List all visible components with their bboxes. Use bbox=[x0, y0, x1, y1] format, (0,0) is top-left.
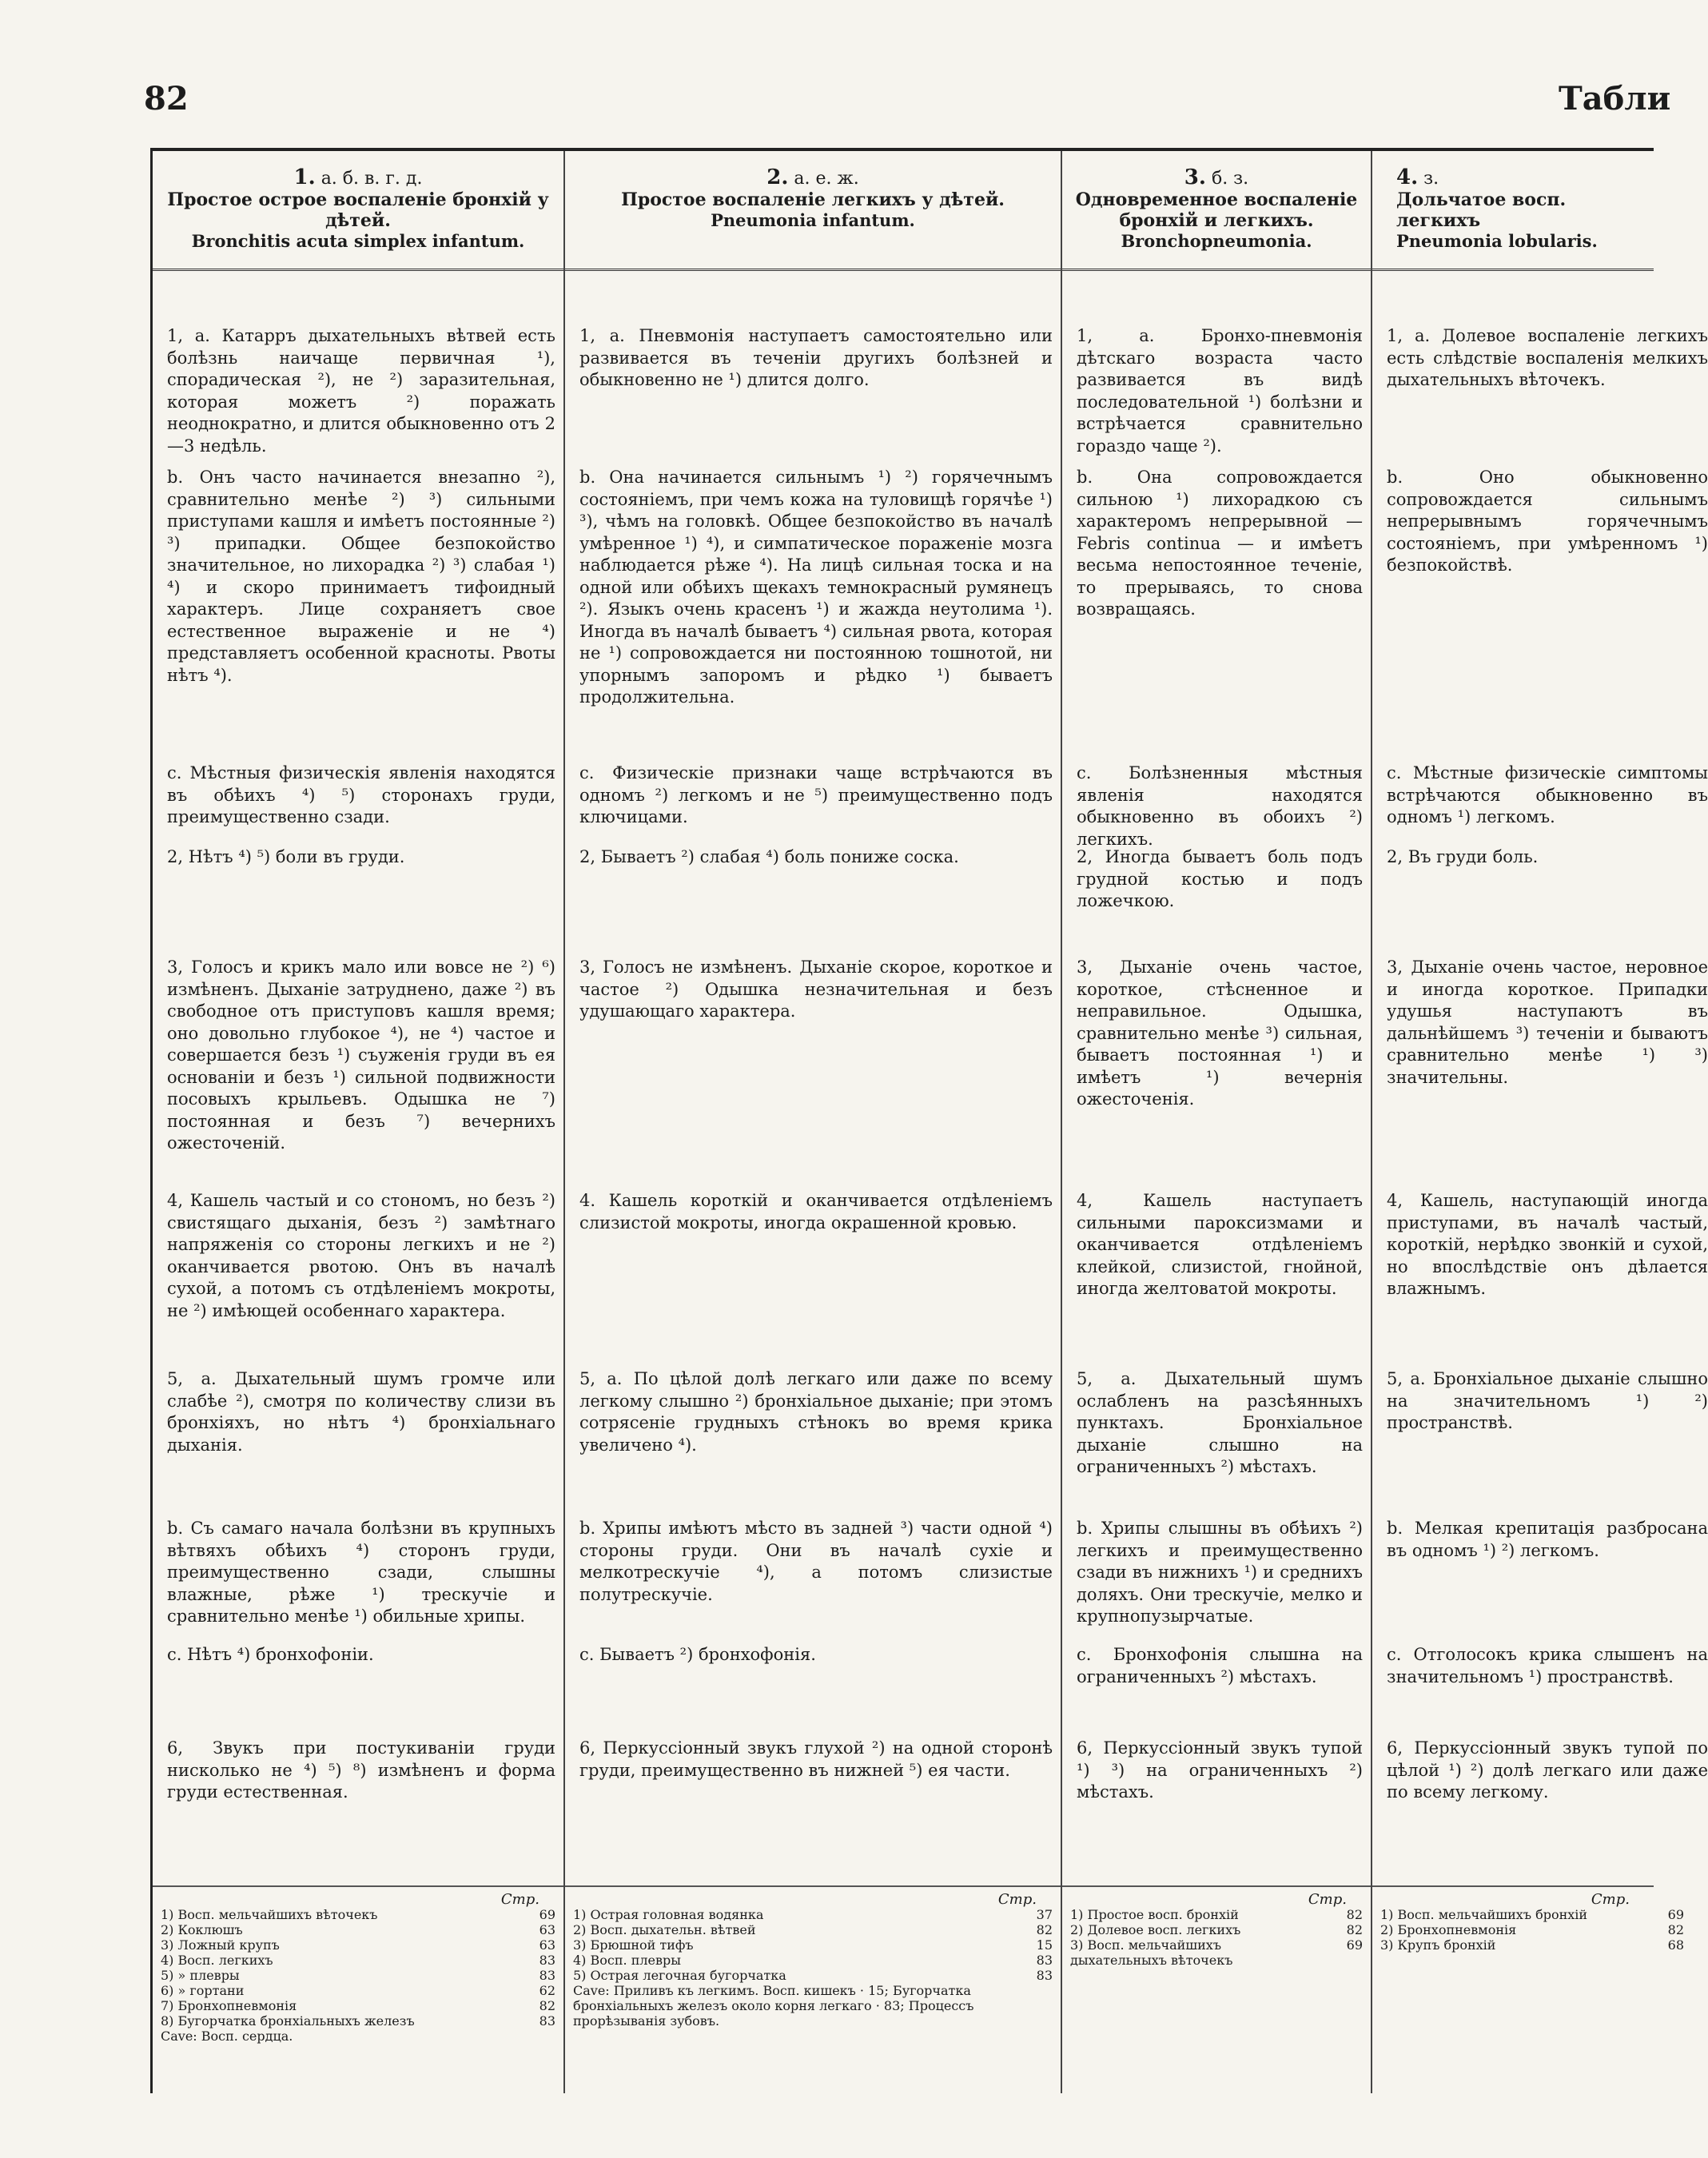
reference-page: 82 bbox=[1036, 1922, 1053, 1937]
reference-page: 83 bbox=[539, 1968, 555, 1983]
column-title-ru: Простое воспаленіе легкихъ у дѣтей. bbox=[621, 189, 1005, 210]
cross-reference-row bbox=[153, 1968, 563, 1983]
symptom-entry: b. Мелкая крепитація разбросана въ одномъ ¹) ²) легкомъ. bbox=[1387, 1519, 1708, 1560]
symptom-entry: 3, Дыханіе очень частое, неровное и иногда короткое. Припадки удушья наступаютъ въ дальнѣйшемъ ³) теченіи и бываютъ сравнительно менѣе ¹) ³) значительны. bbox=[1387, 958, 1708, 1087]
column-lobular-pneumonia bbox=[1371, 151, 1708, 2093]
column-title-ru: Дольчатое восп. легкихъ bbox=[1396, 189, 1567, 231]
page-number: 82 bbox=[144, 80, 189, 117]
reference-page bbox=[508, 2029, 555, 2044]
reference-title: 1) Восп. мельчайшихъ вѣточекъ bbox=[161, 1907, 378, 1922]
reference-title: 5) Острая легочная бугорчатка bbox=[573, 1968, 786, 1983]
reference-title: 3) Крупъ бронхій bbox=[1380, 1937, 1496, 1953]
symptom-entry: 4, Кашель, наступающій иногда приступами, въ началѣ частый, короткій, нерѣдко звонкій и сухой, но впослѣдствіе онъ дѣлается влажнымъ. bbox=[1387, 1191, 1708, 1298]
cross-reference-row bbox=[153, 1953, 563, 1968]
column-letters: з. bbox=[1423, 169, 1439, 189]
symptom-entry: b. Она начинается сильнымъ ¹) ²) горячечнымъ состояніемъ, при чемъ кожа на туловищѣ горячѣе ¹) ³), чѣмъ на головкѣ. Общее безпокойство въ началѣ умѣренное ¹) ⁴), и симпатическое пораженіе мозга наблюдается рѣже ⁴). На лицѣ сильная тоска и на одной или обѣихъ щекахъ темнокрасный румянецъ ²). Языкъ очень красенъ ¹) и жажда неутолима ¹). Иногда въ началѣ бываетъ ⁴) сильная рвота, которая не ¹) сопровождается ни постоянною тошнотой, ни упорнымъ запоромъ и рѣдко ¹) бываетъ продолжительна. bbox=[579, 468, 1053, 707]
reference-page: 82 bbox=[1667, 1922, 1684, 1937]
column-title-latin: Bronchitis acuta simplex infantum. bbox=[191, 231, 525, 251]
symptom-entry: 3, Голосъ не измѣненъ. Дыханіе скорое, короткое и частое ²) Одышка незначительная и безъ удушающаго характера. bbox=[579, 958, 1053, 1021]
column-header bbox=[565, 151, 1061, 271]
cross-reference-row bbox=[153, 1907, 563, 1922]
symptom-entry: 4. Кашель короткій и оканчивается отдѣленіемъ слизистой мокроты, иногда окрашенной кровью. bbox=[579, 1191, 1053, 1232]
column-header bbox=[1372, 151, 1654, 271]
symptom-entry: 5, а. Дыхательный шумъ громче или слабѣе ²), смотря по количеству слизи въ бронхіяхъ, но нѣтъ ⁴) бронхіальнаго дыханія. bbox=[167, 1369, 555, 1455]
cross-reference-list bbox=[1062, 1885, 1371, 1968]
column-number bbox=[1396, 165, 1654, 189]
cross-reference-row bbox=[565, 1983, 1061, 2029]
symptom-entry: b. Съ самаго начала болѣзни въ крупныхъ вѣтвяхъ обѣихъ ⁴) сторонъ груди, преимущественно сзади, слышны влажные, рѣже ¹) трескучіе и сравнительно менѣе ¹) обильные хрипы. bbox=[167, 1519, 555, 1626]
symptom-entry: c. Мѣстные физическіе симптомы встрѣчаются обыкновенно въ одномъ ¹) легкомъ. bbox=[1387, 763, 1708, 826]
reference-page: 83 bbox=[539, 1953, 555, 1968]
symptom-entry: b. Онъ часто начинается внезапно ²), сравнительно менѣе ²) ³) сильными приступами кашля и имѣетъ постоянные ²) ³) припадки. Общее безпокойство значительное, но лихорадка ²) ³) слабая ¹) ⁴) и скоро принимаетъ тифоидный характеръ. Лице сохраняетъ свое естественное выраженіе и не ⁴) представляетъ особенной красноты. Рвоты нѣтъ ⁴). bbox=[167, 468, 555, 685]
symptom-entry: 6, Перкуссіонный звукъ глухой ²) на одной сторонѣ груди, преимущественно въ нижней ⁵) ея части. bbox=[579, 1738, 1053, 1780]
cross-reference-row bbox=[1062, 1907, 1371, 1922]
symptom-entry: 2, Въ груди боль. bbox=[1387, 847, 1539, 866]
column-letters: а. б. в. г. д. bbox=[320, 169, 423, 189]
symptom-entry: b. Хрипы имѣютъ мѣсто въ задней ³) части одной ⁴) стороны груди. Они въ началѣ сухіе и мелкотрескучіе ⁴), а потомъ слизистые полутрескучіе. bbox=[579, 1519, 1053, 1604]
symptom-entry: 3, Дыханіе очень частое, короткое, стѣсненное и неправильное. Одышка, сравнительно менѣе ³) сильная, бываетъ постоянная ¹) и имѣетъ ¹) вечернія ожесточенія. bbox=[1077, 958, 1363, 1109]
column-title-latin: Bronchopneumonia. bbox=[1121, 231, 1312, 251]
cross-reference-list bbox=[1372, 1885, 1684, 1953]
symptom-entry: 5, а. Бронхіальное дыханіе слышно на значительномъ ¹) ²) пространствѣ. bbox=[1387, 1369, 1708, 1432]
cross-reference-row bbox=[1062, 1937, 1371, 1968]
reference-title: 2) Долевое восп. легкихъ bbox=[1070, 1922, 1241, 1937]
symptom-entry: 6, Перкуссіонный звукъ тупой по цѣлой ¹) ²) долѣ легкаго или даже по всему легкому. bbox=[1387, 1738, 1708, 1802]
column-index: 2. bbox=[766, 165, 789, 189]
reference-title: Cave: Восп. сердца. bbox=[161, 2029, 293, 2044]
symptom-entry: 5, а. Дыхательный шумъ ослабленъ на разсѣянныхъ пунктахъ. Бронхіальное дыханіе слышно на ограниченныхъ ²) мѣстахъ. bbox=[1077, 1369, 1363, 1476]
cross-reference-row bbox=[565, 1953, 1061, 1968]
reference-page: 82 bbox=[539, 1998, 555, 2013]
cross-reference-row bbox=[565, 1922, 1061, 1937]
symptom-entry: 1, а. Катарръ дыхательныхъ вѣтвей есть болѣзнь наичаще первичная ¹), спорадическая ²), не ²) заразительная, которая можетъ ²) поражать неоднократно, и длится обыкновенно отъ 2—3 недѣль. bbox=[167, 326, 555, 456]
symptom-entry: 2, Иногда бываетъ боль подъ грудной костью и подъ ложечкою. bbox=[1077, 847, 1363, 910]
reference-title: 1) Острая головная водянка bbox=[573, 1907, 764, 1922]
symptom-entry: 4, Кашель частый и со стономъ, но безъ ²) свистящаго дыханія, безъ ²) замѣтнаго напряженія со стороны легкихъ и не ²) оканчивается рвотою. Онъ въ началѣ сухой, а потомъ съ отдѣленіемъ мокроты, не ²) имѣющей особеннаго характера. bbox=[167, 1191, 555, 1320]
cross-reference-row bbox=[565, 1968, 1061, 1983]
column-letters: а. е. ж. bbox=[794, 169, 859, 189]
cross-reference-list bbox=[153, 1885, 563, 2044]
reference-title: 1) Простое восп. бронхій bbox=[1070, 1907, 1239, 1922]
column-index: 1. bbox=[293, 165, 316, 189]
reference-page: 69 bbox=[1346, 1937, 1363, 1953]
column-number bbox=[1062, 165, 1371, 189]
page-ref-label: Стр. bbox=[1591, 1891, 1630, 1908]
symptom-entry: c. Болѣзненныя мѣстныя явленія находятся обыкновенно въ обоихъ ²) легкихъ. bbox=[1077, 763, 1363, 849]
reference-page: 83 bbox=[539, 2013, 555, 2029]
column-index: 3. bbox=[1184, 165, 1206, 189]
symptom-entry: 5, а. По цѣлой долѣ легкаго или даже по всему легкому слышно ²) бронхіальное дыханіе; при этомъ сотрясеніе грудныхъ стѣнокъ во время крика увеличено ⁴). bbox=[579, 1369, 1053, 1455]
symptom-entry: c. Мѣстныя физическія явленія находятся въ обѣихъ ⁴) ⁵) сторонахъ груди, преимущественно сзади. bbox=[167, 763, 555, 826]
column-title-ru: Одновременное воспаленіе бронхій и легкихъ. bbox=[1075, 189, 1358, 231]
cross-reference-row bbox=[1372, 1922, 1692, 1937]
symptom-entry: 6, Перкуссіонный звукъ тупой ¹) ³) на ограниченныхъ ²) мѣстахъ. bbox=[1077, 1738, 1363, 1802]
symptom-entry: b. Хрипы слышны въ обѣихъ ²) легкихъ и преимущественно сзади въ нижнихъ ¹) и среднихъ доляхъ. Они трескучіе, мелко и крупнопузырчатые. bbox=[1077, 1519, 1363, 1626]
symptom-entry: 1, а. Пневмонія наступаетъ самостоятельно или развивается въ теченіи другихъ болѣзней и обыкновенно не ¹) длится долго. bbox=[579, 326, 1053, 389]
symptom-entry: c. Физическіе признаки чаще встрѣчаются въ одномъ ²) легкомъ и не ⁵) преимущественно подъ ключицами. bbox=[579, 763, 1053, 826]
cross-reference-row bbox=[153, 2029, 563, 2044]
reference-page: 15 bbox=[1036, 1937, 1053, 1953]
symptom-entry: 6, Звукъ при постукиваніи груди нисколько не ⁴) ⁵) ⁸) измѣненъ и форма груди естественная. bbox=[167, 1738, 555, 1802]
cross-reference-row bbox=[153, 1937, 563, 1953]
cross-reference-row bbox=[153, 1983, 563, 1998]
symptom-entry: b. Она сопровождается сильною ¹) лихорадкою съ характеромъ непрерывной — Febris continua — и имѣетъ весьма непостоянное теченіе, то прерываясь, то снова возвращаясь. bbox=[1077, 468, 1363, 619]
cross-reference-row bbox=[1372, 1937, 1692, 1953]
reference-title: 2) Коклюшъ bbox=[161, 1922, 243, 1937]
column-bronchopneumonia bbox=[1061, 151, 1371, 2093]
symptom-entry: c. Бронхофонія слышна на ограниченныхъ ²) мѣстахъ. bbox=[1077, 1645, 1363, 1686]
column-title-latin: Pneumonia lobularis. bbox=[1396, 231, 1598, 251]
symptom-entry: 2, Нѣтъ ⁴) ⁵) боли въ груди. bbox=[167, 847, 405, 866]
cross-reference-row bbox=[1062, 1922, 1371, 1937]
reference-page: 37 bbox=[1036, 1907, 1053, 1922]
reference-title: 4) Восп. легкихъ bbox=[161, 1953, 273, 1968]
reference-page: 63 bbox=[539, 1937, 555, 1953]
column-number bbox=[153, 165, 563, 189]
page-ref-label: Стр. bbox=[1308, 1891, 1347, 1908]
reference-title: 1) Восп. мельчайшихъ бронхій bbox=[1380, 1907, 1588, 1922]
reference-title: 6) » гортани bbox=[161, 1983, 245, 1998]
page-ref-label: Стр. bbox=[500, 1891, 539, 1908]
cross-reference-row bbox=[565, 1937, 1061, 1953]
symptom-entry: c. Отголосокъ крика слышенъ на значительномъ ¹) пространствѣ. bbox=[1387, 1645, 1708, 1686]
cross-reference-row bbox=[565, 1907, 1061, 1922]
column-letters: б. з. bbox=[1211, 169, 1249, 189]
reference-title: Cave: Приливъ къ легкимъ. Восп. кишекъ · 15; Бугорчатка бронхіальныхъ железъ около корня легкаго · 83; Процессъ прорѣзыванія зубовъ. bbox=[573, 1983, 974, 2029]
column-title-latin: Pneumonia infantum. bbox=[711, 210, 915, 230]
symptom-entry: 3, Голосъ и крикъ мало или вовсе не ²) ⁶) измѣненъ. Дыханіе затруднено, даже ²) въ свободное отъ приступовъ кашля время; оно довольно глубокое ⁴), не ⁴) частое и совершается безъ ¹) съуженія груди въ ея основаніи и безъ ¹) сильной подвижности посовыхъ крыльевъ. Одышка не ⁷) постоянная и безъ ⁷) вечернихъ ожесточеній. bbox=[167, 958, 555, 1153]
reference-page: 62 bbox=[539, 1983, 555, 1998]
page-ref-label: Стр. bbox=[997, 1891, 1037, 1908]
reference-page: 83 bbox=[1036, 1968, 1053, 1983]
column-bronchitis bbox=[153, 151, 563, 2093]
reference-title: 3) Ложный крупъ bbox=[161, 1937, 280, 1953]
column-number bbox=[565, 165, 1061, 189]
reference-title: 4) Восп. плевры bbox=[573, 1953, 681, 1968]
reference-page: 69 bbox=[1667, 1907, 1684, 1922]
symptom-entry: 2, Бываетъ ²) слабая ⁴) боль пониже соска. bbox=[579, 847, 959, 866]
cross-reference-list bbox=[565, 1885, 1061, 2029]
reference-page: 82 bbox=[1346, 1907, 1363, 1922]
reference-title: 3) Брюшной тифъ bbox=[573, 1937, 694, 1953]
column-header bbox=[153, 151, 563, 271]
reference-title: 5) » плевры bbox=[161, 1968, 240, 1983]
reference-page bbox=[1005, 1983, 1053, 2029]
cross-reference-row bbox=[153, 1922, 563, 1937]
symptom-entry: 1, а. Бронхо-пневмонія дѣтскаго возраста часто развивается въ видѣ последовательной ¹) болѣзни и встрѣчается сравнительно гораздо чаще ²). bbox=[1077, 326, 1363, 456]
reference-title: 3) Восп. мельчайшихъ дыхательныхъ вѣточекъ bbox=[1070, 1937, 1233, 1968]
running-head: Табли bbox=[1559, 80, 1671, 117]
cross-reference-row bbox=[1372, 1907, 1692, 1922]
reference-title: 2) Бронхопневмонія bbox=[1380, 1922, 1517, 1937]
reference-page: 69 bbox=[539, 1907, 555, 1922]
reference-page: 82 bbox=[1346, 1922, 1363, 1937]
symptom-entry: c. Бываетъ ²) бронхофонія. bbox=[579, 1645, 816, 1664]
reference-page: 63 bbox=[539, 1922, 555, 1937]
reference-page: 68 bbox=[1667, 1937, 1684, 1953]
cross-reference-row bbox=[153, 1998, 563, 2013]
column-title-ru: Простое острое воспаленіе бронхій у дѣтей. bbox=[167, 189, 549, 231]
column-pneumonia bbox=[563, 151, 1061, 2093]
reference-title: 2) Восп. дыхательн. вѣтвей bbox=[573, 1922, 756, 1937]
comparison-table bbox=[150, 148, 1708, 2093]
reference-title: 8) Бугорчатка бронхіальныхъ железъ bbox=[161, 2013, 415, 2029]
reference-title: 7) Бронхопневмонія bbox=[161, 1998, 297, 2013]
symptom-entry: 1, а. Долевое воспаленіе легкихъ есть слѣдствіе воспаленія мелкихъ дыхательныхъ вѣточекъ. bbox=[1387, 326, 1708, 389]
symptom-entry: 4, Кашель наступаетъ сильными пароксизмами и оканчивается отдѣленіемъ клейкой, слизистой, гнойной, иногда желтоватой мокроты. bbox=[1077, 1191, 1363, 1298]
cross-reference-row bbox=[153, 2013, 563, 2029]
symptom-entry: c. Нѣтъ ⁴) бронхофоніи. bbox=[167, 1645, 374, 1664]
column-header bbox=[1062, 151, 1371, 271]
column-index: 4. bbox=[1396, 165, 1419, 189]
reference-page: 83 bbox=[1036, 1953, 1053, 1968]
symptom-entry: b. Оно обыкновенно сопровождается сильнымъ непрерывнымъ горячечнымъ состояніемъ, при умѣренномъ ¹) безпокойствѣ. bbox=[1387, 468, 1708, 575]
